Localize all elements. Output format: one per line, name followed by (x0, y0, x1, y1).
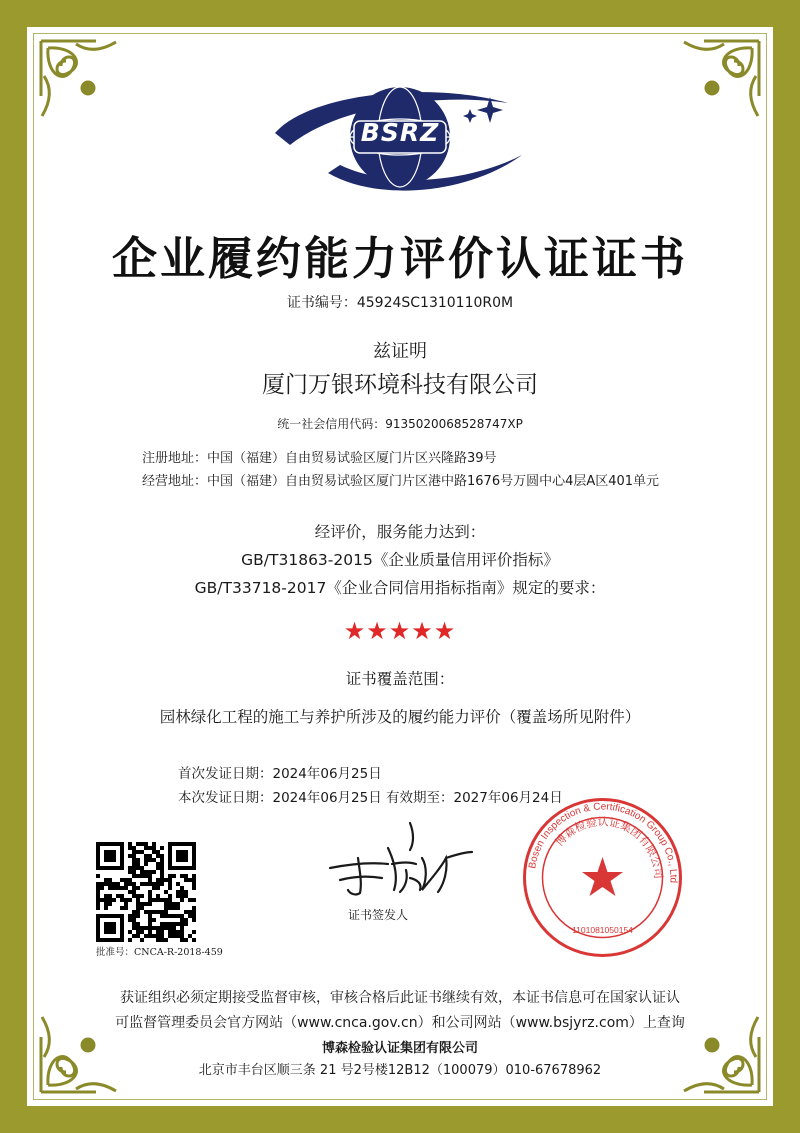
company-seal-icon (520, 795, 685, 960)
certificate-title: 企业履约能力评价认证证书 (111, 232, 688, 285)
notice-line-2: 可监督管理委员会官方网站（www.cnca.gov.cn）和公司网站（www.bsjyrz.com）上查询 (115, 1015, 685, 1031)
corner-ornament-icon (664, 36, 764, 136)
scope-label: 证书覆盖范围： (345, 670, 455, 688)
issuer-address: 北京市丰台区顺三条 21 号2号楼12B12（100079）010-67678962 (198, 1063, 602, 1078)
svg-text:1101081050154: 1101081050154 (572, 925, 633, 935)
business-address: 经营地址：中国（福建）自由贸易试验区厦门片区港中路1676号万圆中心4层A区401单元 (142, 474, 660, 489)
evaluation-text: 经评价，服务能力达到： (314, 523, 486, 541)
bsrz-logo (270, 85, 530, 200)
signature-label: 证书签发人 (348, 908, 409, 922)
registered-address: 注册地址：中国（福建）自由贸易试验区厦门片区兴隆路39号 (142, 451, 497, 466)
approval-number: 批准号：CNCA-R-2018-459 (96, 947, 223, 958)
svg-text:Bosen Inspection & Certificati: Bosen Inspection & Certification Group Co., Ltd (527, 801, 679, 884)
issuer-name: 博森检验认证集团有限公司 (321, 1041, 478, 1056)
certificate-number: 证书编号：45924SC1310110R0M (286, 295, 514, 311)
signature (310, 818, 480, 903)
standard-2: GB/T33718-2017《企业合同信用指标指南》规定的要求： (194, 579, 606, 597)
scope-text: 园林绿化工程的施工与养护所涉及的履约能力评价（覆盖场所见附件） (159, 708, 641, 726)
company-name: 厦门万银环境科技有限公司 (262, 372, 538, 398)
standard-1: GB/T31863-2015《企业质量信用评价指标》 (241, 551, 559, 569)
notice-line-1: 获证组织必须定期接受监督审核，审核合格后此证书继续有效，本证书信息可在国家认证认 (120, 990, 680, 1006)
current-issue-date: 本次发证日期：2024年06月25日 有效期至：2027年06月24日 (178, 790, 563, 806)
attest-label: 兹证明 (373, 341, 427, 362)
credit-code: 统一社会信用代码：9135020068528747XP (277, 417, 523, 431)
logo-text: BSRZ (360, 118, 440, 147)
corner-ornament-icon (36, 36, 136, 136)
five-star-rating-icon: ★★★★★ (343, 617, 457, 645)
svg-text:博森检验认证集团有限公司: 博森检验认证集团有限公司 (552, 815, 665, 880)
first-issue-date: 首次发证日期：2024年06月25日 (178, 766, 382, 782)
qr-code-icon (96, 842, 196, 942)
